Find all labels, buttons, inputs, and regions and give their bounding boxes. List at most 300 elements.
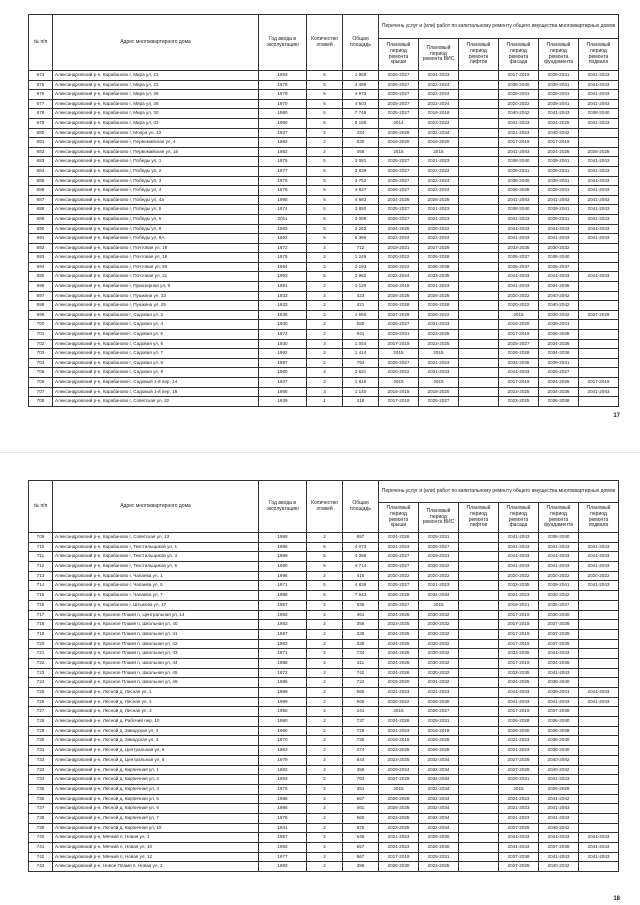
table-row — [29, 862, 619, 872]
table-cell: 1 054 — [343, 339, 379, 349]
table-cell: 1983 — [259, 862, 307, 872]
table-cell: 2024-2026 — [379, 717, 419, 727]
table-cell: Александровский р-н, Карабаново г, Садовая ул, 5 — [53, 330, 259, 340]
table-cell: 2026-2027 — [419, 707, 459, 717]
table-cell: 693 — [29, 253, 53, 263]
table-cell: Александровский р-н, Карабаново г, Приозерная ул, 6 — [53, 282, 259, 292]
table-cell: 1992 — [259, 234, 307, 244]
table-row — [29, 253, 619, 263]
table-cell: 729 — [29, 726, 53, 736]
table-cell: 2021-2023 — [499, 813, 539, 823]
table-cell: 3 650 — [343, 205, 379, 215]
table-cell: 1958 — [259, 387, 307, 397]
table-cell: 2033-2035 — [499, 581, 539, 591]
table-cell: 743 — [29, 862, 53, 872]
table-cell: 2041-2042 — [539, 794, 579, 804]
table-cell: Александровский р-н, Мячкий п, Новая ул, 1 — [53, 833, 259, 843]
header-year: Год ввода в эксплуатацию — [259, 15, 307, 71]
table-cell — [459, 620, 499, 630]
table-cell: 2020-2022 — [379, 697, 419, 707]
table-cell — [459, 629, 499, 639]
table-cell: 2039-2041 — [539, 166, 579, 176]
table-cell: 733 — [29, 765, 53, 775]
table-cell: 2 — [307, 147, 343, 157]
table-cell: 1938 — [259, 310, 307, 320]
table-cell: Александровский р-н, Карабаново г, Мира ул, 22 — [53, 71, 259, 81]
table-cell: 2037-2039 — [539, 707, 579, 717]
table-cell: 2015-2020 — [379, 678, 419, 688]
table-cell: Александровский р-н, Лесной д, Центральная ул, 8 — [53, 755, 259, 765]
table-cell: 567 — [343, 794, 379, 804]
table-cell: Александровский р-н, Карабаново г, Текстильщиков ул, 3 — [53, 552, 259, 562]
table-cell: 674 — [29, 71, 53, 81]
table-row — [29, 717, 619, 727]
page-number: 17 — [613, 413, 620, 419]
table-cell: 2023-2025 — [379, 823, 419, 833]
table-cell: 2021-2023 — [499, 128, 539, 138]
table-cell: 2026-2028 — [499, 349, 539, 359]
table-cell: 5 — [307, 157, 343, 167]
table-cell: 2035-2037 — [499, 253, 539, 263]
table-cell: 2039-2041 — [539, 214, 579, 224]
table-cell: 2 — [307, 746, 343, 756]
table-cell: 2040-2042 — [539, 755, 579, 765]
table-cell: 2025-2027 — [539, 368, 579, 378]
table-cell: 730 — [29, 736, 53, 746]
table-cell: 2041-2043 — [579, 387, 619, 397]
table-cell — [579, 736, 619, 746]
table-cell: 1975 — [259, 157, 307, 167]
table-cell — [459, 678, 499, 688]
table-cell: 1 550 — [343, 310, 379, 320]
table-cell: 2017-2019 — [499, 138, 539, 148]
table-cell: 707 — [29, 387, 53, 397]
table-cell: 2037-2039 — [539, 620, 579, 630]
table-row — [29, 707, 619, 717]
table-cell: Александровский р-н, Лесной д, Кирпичная ул, 7 — [53, 813, 259, 823]
table-cell: Александровский р-н, Карабаново г, Мира ул, 26 — [53, 90, 259, 100]
table-cell: 2039-2041 — [539, 99, 579, 109]
table-cell: 1983 — [259, 639, 307, 649]
table-row — [29, 186, 619, 196]
table-cell: 2025-2027 — [379, 99, 419, 109]
table-row — [29, 99, 619, 109]
table-cell: 1930 — [259, 320, 307, 330]
table-cell: 2024-2026 — [379, 533, 419, 543]
table-row — [29, 243, 619, 253]
table-cell: 2036-2038 — [539, 397, 579, 407]
table-cell: 2021-2023 — [419, 688, 459, 698]
table-cell: 2025-2027 — [379, 71, 419, 81]
table-cell: 2022-2024 — [419, 234, 459, 244]
table-cell — [579, 707, 619, 717]
table-cell: 2036-2038 — [419, 262, 459, 272]
table-cell: Александровский р-н, Карабаново г, Текстильщиков ул, 1 — [53, 542, 259, 552]
table-cell — [459, 562, 499, 572]
table-cell: 2028-2030 — [419, 833, 459, 843]
table-row — [29, 118, 619, 128]
table-row — [29, 688, 619, 698]
table-row — [29, 804, 619, 814]
table-cell: 684 — [29, 166, 53, 176]
header-group: Перечень услуг и (или) работ по капитальному ремонту общего имущества многоквартирных домов — [379, 481, 619, 503]
table-cell: 2026-2027 — [379, 80, 419, 90]
table-cell: 2025-2027 — [379, 157, 419, 167]
table-cell — [459, 600, 499, 610]
table-row — [29, 813, 619, 823]
table-cell: 2021-2023 — [419, 157, 459, 167]
table-cell: Александровский р-н, Мячкий п, Новая ул, 12 — [53, 852, 259, 862]
table-cell: 2041-2043 — [539, 804, 579, 814]
table-cell: 2021-2023 — [419, 581, 459, 591]
table-cell: 2041-2043 — [539, 833, 579, 843]
table-cell: 1996 — [259, 571, 307, 581]
table-cell: 1933 — [259, 291, 307, 301]
table-row — [29, 368, 619, 378]
table-cell: 1983 — [259, 610, 307, 620]
table-cell: Александровский р-н, Лесной д, Заводская ул, 2 — [53, 726, 259, 736]
table-cell: Александровский р-н, Карабаново г, Победы ул, 6 — [53, 214, 259, 224]
table-cell: 4 683 — [343, 195, 379, 205]
table-cell: 2 — [307, 726, 343, 736]
table-cell — [459, 262, 499, 272]
table-cell: 2026-2028 — [419, 746, 459, 756]
table-cell: 2027-2029 — [499, 755, 539, 765]
table-cell: 2024-2026 — [379, 629, 419, 639]
table-cell — [579, 368, 619, 378]
table-row — [29, 697, 619, 707]
table-cell: 6 185 — [343, 118, 379, 128]
table-cell: Александровский р-н, Карабаново г, Мопра ул, 13 — [53, 128, 259, 138]
table-cell: 2025-2027 — [379, 358, 419, 368]
table-cell: 311 — [343, 658, 379, 668]
table-cell: 2018-2021 — [499, 600, 539, 610]
table-cell: 2015 — [379, 147, 419, 157]
table-cell: 2 — [307, 717, 343, 727]
table-cell: 2 — [307, 794, 343, 804]
header-foundation: Плановый период ремонта фундамента — [539, 39, 579, 71]
table-row — [29, 658, 619, 668]
table-cell: 356 — [343, 620, 379, 630]
table-row — [29, 71, 619, 81]
table-cell: 2021-2023 — [419, 282, 459, 292]
table-cell: 2 — [307, 128, 343, 138]
table-cell — [459, 862, 499, 872]
table-cell: 2017-2019 — [499, 330, 539, 340]
table-cell: 1976 — [259, 186, 307, 196]
table-cell — [579, 397, 619, 407]
table-cell: 2020-2022 — [499, 301, 539, 311]
table-cell — [579, 649, 619, 659]
table-cell: 676 — [29, 90, 53, 100]
table-cell: 681 — [29, 138, 53, 148]
table-cell: Александровский р-н, Красное Пламя п, Школьная ул, 40 — [53, 620, 259, 630]
page-sheet-2 — [0, 452, 640, 905]
table-cell: Александровский р-н, Карабаново г, Почтовая ул, 19 — [53, 243, 259, 253]
table-cell: Александровский р-н, Карабаново г, Советская ул, 13 — [53, 533, 259, 543]
table-cell: 2025-2027 — [379, 600, 419, 610]
table-cell: 2022-2024 — [379, 272, 419, 282]
table-cell: 2041-2043 — [499, 562, 539, 572]
table-cell: 5 — [307, 214, 343, 224]
table-cell: 691 — [29, 234, 53, 244]
table-cell — [579, 823, 619, 833]
table-cell: 694 — [29, 262, 53, 272]
table-cell: 2011 — [259, 214, 307, 224]
table-cell: 703 — [29, 349, 53, 359]
table-cell: 1988 — [259, 658, 307, 668]
table-cell: 2026-2028 — [379, 291, 419, 301]
table-cell: 4 836 — [343, 581, 379, 591]
table-cell: 3 — [307, 253, 343, 263]
table-cell: 1985 — [259, 542, 307, 552]
table-cell: 726 — [343, 726, 379, 736]
table-cell: 2022-2024 — [419, 99, 459, 109]
table-row — [29, 349, 619, 359]
table-cell: 396 — [343, 862, 379, 872]
table-cell: 565 — [343, 688, 379, 698]
table-cell: 1984 — [259, 262, 307, 272]
table-cell: 416 — [343, 571, 379, 581]
table-cell: 2 — [307, 291, 343, 301]
table-cell: 2020-2022 — [499, 291, 539, 301]
table-cell: 2041-2043 — [499, 843, 539, 853]
table-row — [29, 176, 619, 186]
table-cell: 741 — [29, 843, 53, 853]
table-cell: 2039-2041 — [539, 205, 579, 215]
table-cell: 1977 — [259, 166, 307, 176]
table-cell: Александровский р-н, Лесной д, Кирпичная ул, 1 — [53, 765, 259, 775]
header-roof: Плановый период ремонта крыши — [379, 503, 419, 533]
table-cell: 2041-2043 — [579, 852, 619, 862]
table-cell — [459, 205, 499, 215]
table-cell: 5 — [307, 80, 343, 90]
table-cell: Александровский р-н, Лесной д, Кирпичная ул, 4 — [53, 784, 259, 794]
table-cell — [579, 717, 619, 727]
table-cell: 461 — [343, 804, 379, 814]
header-lift: Плановый период ремонта лифтов — [459, 39, 499, 71]
table-cell — [459, 765, 499, 775]
table-cell: 2041-2043 — [539, 272, 579, 282]
table-cell: 2031-2033 — [419, 71, 459, 81]
table-cell: 2041-2043 — [579, 71, 619, 81]
table-cell: 677 — [29, 99, 53, 109]
table-cell: 2015 — [419, 600, 459, 610]
table-cell: 458 — [343, 147, 379, 157]
table-cell: 2022-2024 — [419, 166, 459, 176]
table-cell: 424 — [343, 128, 379, 138]
table-cell: 2028-2030 — [379, 862, 419, 872]
table-body-page-2 — [29, 533, 619, 872]
table-cell: 726 — [29, 697, 53, 707]
table-cell: 2030-2032 — [419, 658, 459, 668]
table-cell — [459, 581, 499, 591]
table-cell: 2034-2036 — [539, 349, 579, 359]
table-cell: 1930 — [259, 339, 307, 349]
table-cell: Александровский р-н, Красное Пламя п, Школьная ул, 41 — [53, 629, 259, 639]
table-row — [29, 775, 619, 785]
table-cell: 1 140 — [343, 387, 379, 397]
table-cell: 2034-2036 — [539, 658, 579, 668]
table-cell: 2038-2040 — [499, 176, 539, 186]
table-cell: 2038-2040 — [579, 109, 619, 119]
table-cell: 2025-2027 — [379, 581, 419, 591]
table-cell: 728 — [29, 717, 53, 727]
table-cell: 2028-2030 — [419, 697, 459, 707]
table-cell: 2 — [307, 649, 343, 659]
table-cell — [579, 262, 619, 272]
table-cell: 3 262 — [343, 224, 379, 234]
table-cell: 735 — [29, 784, 53, 794]
table-row — [29, 128, 619, 138]
table-cell: 1957 — [259, 600, 307, 610]
table-cell: 2030-2032 — [539, 243, 579, 253]
header-roof: Плановый период ремонта крыши — [379, 39, 419, 71]
table-cell: Александровский р-н, Карабаново г, Победы ул, 4а — [53, 195, 259, 205]
table-cell: 2025-2027 — [379, 90, 419, 100]
table-cell: 2033-2035 — [499, 649, 539, 659]
table-cell: 2 — [307, 697, 343, 707]
table-cell: 2017-2019 — [379, 397, 419, 407]
table-cell: 722 — [29, 658, 53, 668]
table-cell: 3 081 — [343, 157, 379, 167]
table-cell: 696 — [29, 282, 53, 292]
table-cell: 241 — [343, 707, 379, 717]
table-cell — [579, 533, 619, 543]
table-cell: 2026-2028 — [419, 301, 459, 311]
table-cell: 1979 — [259, 90, 307, 100]
table-cell: 2032-2034 — [419, 784, 459, 794]
table-cell: 687 — [29, 195, 53, 205]
table-cell: 699 — [29, 310, 53, 320]
table-cell: Александровский р-н, Красное Пламя п, Школьная ул, 46 — [53, 678, 259, 688]
table-cell: 1986 — [259, 794, 307, 804]
table-cell: 2024-2026 — [379, 639, 419, 649]
table-cell — [459, 176, 499, 186]
table-cell: 1963 — [259, 746, 307, 756]
table-cell — [459, 243, 499, 253]
table-cell: 2038-2040 — [539, 253, 579, 263]
table-cell: 557 — [343, 843, 379, 853]
table-cell — [459, 813, 499, 823]
table-cell: 2026-2028 — [499, 717, 539, 727]
table-cell: 2041-2043 — [499, 214, 539, 224]
table-cell: 2017-2019 — [499, 71, 539, 81]
table-cell: 2040-2042 — [539, 823, 579, 833]
table-cell — [459, 387, 499, 397]
table-cell — [459, 823, 499, 833]
table-cell — [579, 658, 619, 668]
table-cell: 1989 — [259, 552, 307, 562]
table-cell: Александровский р-н, Карабаново г, Пушкина ул, 25 — [53, 301, 259, 311]
table-cell: Александровский р-н, Карабаново г, Победы ул, 2 — [53, 166, 259, 176]
table-cell — [459, 128, 499, 138]
table-cell — [459, 358, 499, 368]
table-cell: Александровский р-н, Карабаново г, Мира ул, 23 — [53, 80, 259, 90]
table-cell: 1979 — [259, 755, 307, 765]
table-cell: 2041-2043 — [579, 843, 619, 853]
table-cell: Александровский р-н, Карабаново г, Первомайская ул, 4 — [53, 138, 259, 148]
table-cell: Александровский р-н, Карабаново г, Чапаева ул, 1 — [53, 571, 259, 581]
table-row — [29, 234, 619, 244]
table-cell: 1 249 — [343, 253, 379, 263]
table-row — [29, 358, 619, 368]
table-cell: 1971 — [259, 581, 307, 591]
table-cell: 2016-2020 — [499, 320, 539, 330]
table-cell: 2 — [307, 813, 343, 823]
table-cell: Александровский р-н, Карабаново г, Пушкина ул, 23 — [53, 291, 259, 301]
table-cell: 2020-2022 — [499, 99, 539, 109]
table-cell: 1937 — [259, 378, 307, 388]
table-cell: 1931 — [259, 823, 307, 833]
header-ves: Плановый период ремонта ВИС — [419, 503, 459, 533]
table-cell: 2026-2027 — [379, 186, 419, 196]
table-row — [29, 214, 619, 224]
table-cell: Александровский р-н, Карабаново г, Садовый 1-й пер, 14 — [53, 378, 259, 388]
table-cell: Александровский р-н, Карабаново г, Садовая ул, 7 — [53, 349, 259, 359]
table-cell — [459, 71, 499, 81]
table-cell: Александровский р-н, Лесной д, Лесная ул, 3 — [53, 707, 259, 717]
table-cell: Александровский р-н, Карабаново г, Штыкова ул, 17 — [53, 600, 259, 610]
header-group: Перечень услуг и (или) работ по капитальному ремонту общего имущества многоквартирных домов — [379, 15, 619, 39]
table-row — [29, 726, 619, 736]
table-cell — [459, 368, 499, 378]
table-cell: Александровский р-н, Лесной д, Кирпичная ул, 5 — [53, 794, 259, 804]
table-cell: 2026-2028 — [379, 591, 419, 601]
table-cell: 844 — [343, 755, 379, 765]
table-cell — [459, 90, 499, 100]
table-cell: 1989 — [259, 688, 307, 698]
table-cell: 2041-2043 — [499, 688, 539, 698]
table-cell — [459, 99, 499, 109]
table-cell: 2 — [307, 852, 343, 862]
table-cell: Александровский р-н, Лесной д, Рабочий пер, 10 — [53, 717, 259, 727]
table-cell — [579, 862, 619, 872]
table-row — [29, 746, 619, 756]
table-row — [29, 649, 619, 659]
table-cell: 630 — [343, 138, 379, 148]
table-cell: 2 — [307, 823, 343, 833]
table-cell: 2028-2030 — [499, 726, 539, 736]
table-cell — [459, 166, 499, 176]
table-cell: 2041-2043 — [499, 272, 539, 282]
table-cell: 3 839 — [343, 166, 379, 176]
table-cell: 2041-2043 — [499, 234, 539, 244]
table-cell: 1987 — [259, 833, 307, 843]
table-cell: 560 — [343, 813, 379, 823]
table-cell: 2041-2043 — [579, 80, 619, 90]
table-cell: 716 — [29, 600, 53, 610]
table-cell: 690 — [29, 224, 53, 234]
repair-table-page-2 — [28, 480, 619, 872]
table-cell: 678 — [29, 109, 53, 119]
header-area: Общая площадь — [343, 15, 379, 71]
table-cell: 2029-2024 — [379, 765, 419, 775]
table-row — [29, 397, 619, 407]
table-cell: 1987 — [259, 629, 307, 639]
table-cell — [579, 138, 619, 148]
table-cell — [459, 109, 499, 119]
table-cell: 2039-2041 — [539, 581, 579, 591]
table-cell — [579, 600, 619, 610]
table-cell: 2035-2037 — [539, 600, 579, 610]
header-lift: Плановый период ремонта лифтов — [459, 503, 499, 533]
table-cell: 2017-2019 — [579, 378, 619, 388]
table-cell: 1975 — [259, 176, 307, 186]
table-cell — [579, 678, 619, 688]
table-cell: 2021-2023 — [379, 843, 419, 853]
table-cell: 2041-2043 — [579, 176, 619, 186]
